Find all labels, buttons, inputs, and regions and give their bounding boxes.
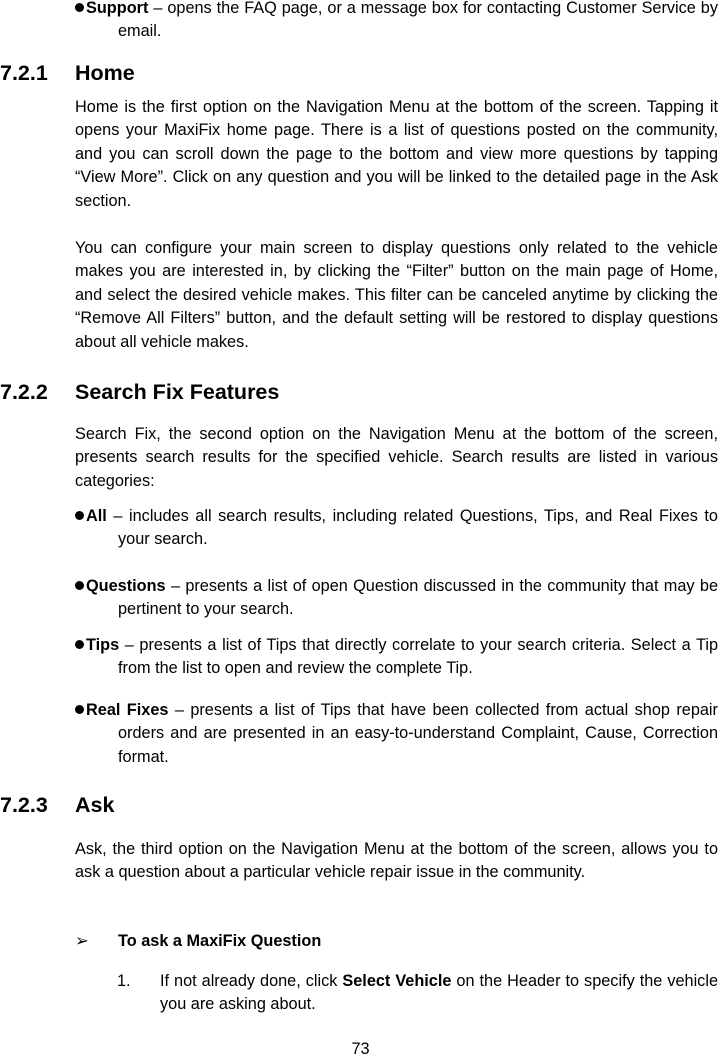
page-number: 73 [351,1040,370,1058]
bullet-dot-icon [75,511,84,520]
paragraph-home-2: You can configure your main screen to display questions only related to the vehicle makes you are interested in, by clicking the “Filter” button on the main page of Home, and select the desired vehicle makes. This filter can be canceled anytime by clicking the “Remove All Filters” button, and the default setting will be restored to display questions about all vehicle makes. [75,239,718,351]
section-title: Search Fix Features [75,380,280,404]
arrow-bullet-icon: ➢ [75,932,89,950]
bullet-questions [75,575,718,622]
bullet-real-fixes [75,699,718,769]
section-title: Home [75,61,135,85]
section-title: Ask [75,793,115,817]
paragraph-search-fix: Search Fix, the second option on the Navigation Menu at the bottom of the screen, presents search results for the specified vehicle. Search results are listed in various categories: [75,425,718,490]
bullet-support [75,0,718,44]
bullet-dot-icon [75,3,84,12]
step-1 [117,970,718,1017]
paragraph-ask: Ask, the third option on the Navigation Menu at the bottom of the screen, allows you to ask a question about a particular vehicle repair issue in the community. [75,840,718,882]
section-number: 7.2.3 [0,793,48,817]
task-heading [75,930,321,953]
step-text-bold: Select Vehicle [342,972,452,990]
bullet-dot-icon [75,705,84,714]
bullet-term: Questions [86,577,166,595]
bullet-text: – presents a list of Tips that directly correlate to your search criteria. Select a Tip from the list to open and review the complete Tip. [118,636,718,678]
bullet-tips [75,634,718,681]
bullet-text: – includes all search results, including related Questions, Tips, and Real Fixes to your search. [106,507,718,549]
bullet-text: – presents a list of open Question discussed in the community that may be pertinent to your search. [118,577,718,619]
bullet-text: – presents a list of Tips that have been collected from actual shop repair orders and are presented in an easy-to-understand Complaint, Cause, Correction format. [118,701,718,766]
step-text-pre: If not already done, click [160,972,343,990]
paragraph-home-1: Home is the first option on the Navigation Menu at the bottom of the screen. Tapping it opens your MaxiFix home page. There is a list of questions posted on the community, and you can scroll down the page to the bottom and view more questions by tapping “View More”. Click on any question and you will be linked to the detailed page in the Ask section. [75,98,718,210]
step-text-post: on the Header to specify the vehicle you are asking about. [160,972,718,1014]
section-heading-search-fix [0,379,279,405]
task-title: To ask a MaxiFix Question [118,932,322,950]
section-number: 7.2.1 [0,61,48,85]
bullet-dot-icon [75,640,84,649]
bullet-text: – opens the FAQ page, or a message box for contacting Customer Service by email. [118,0,718,41]
step-number: 1. [117,972,131,990]
section-number: 7.2.2 [0,380,48,404]
bullet-dot-icon [75,581,84,590]
bullet-term: All [86,507,107,525]
bullet-term: Tips [86,636,120,654]
section-heading-home [0,60,135,86]
bullet-all [75,505,718,552]
section-heading-ask [0,792,114,818]
bullet-term: Real Fixes [86,701,169,719]
bullet-term: Support [86,0,149,17]
